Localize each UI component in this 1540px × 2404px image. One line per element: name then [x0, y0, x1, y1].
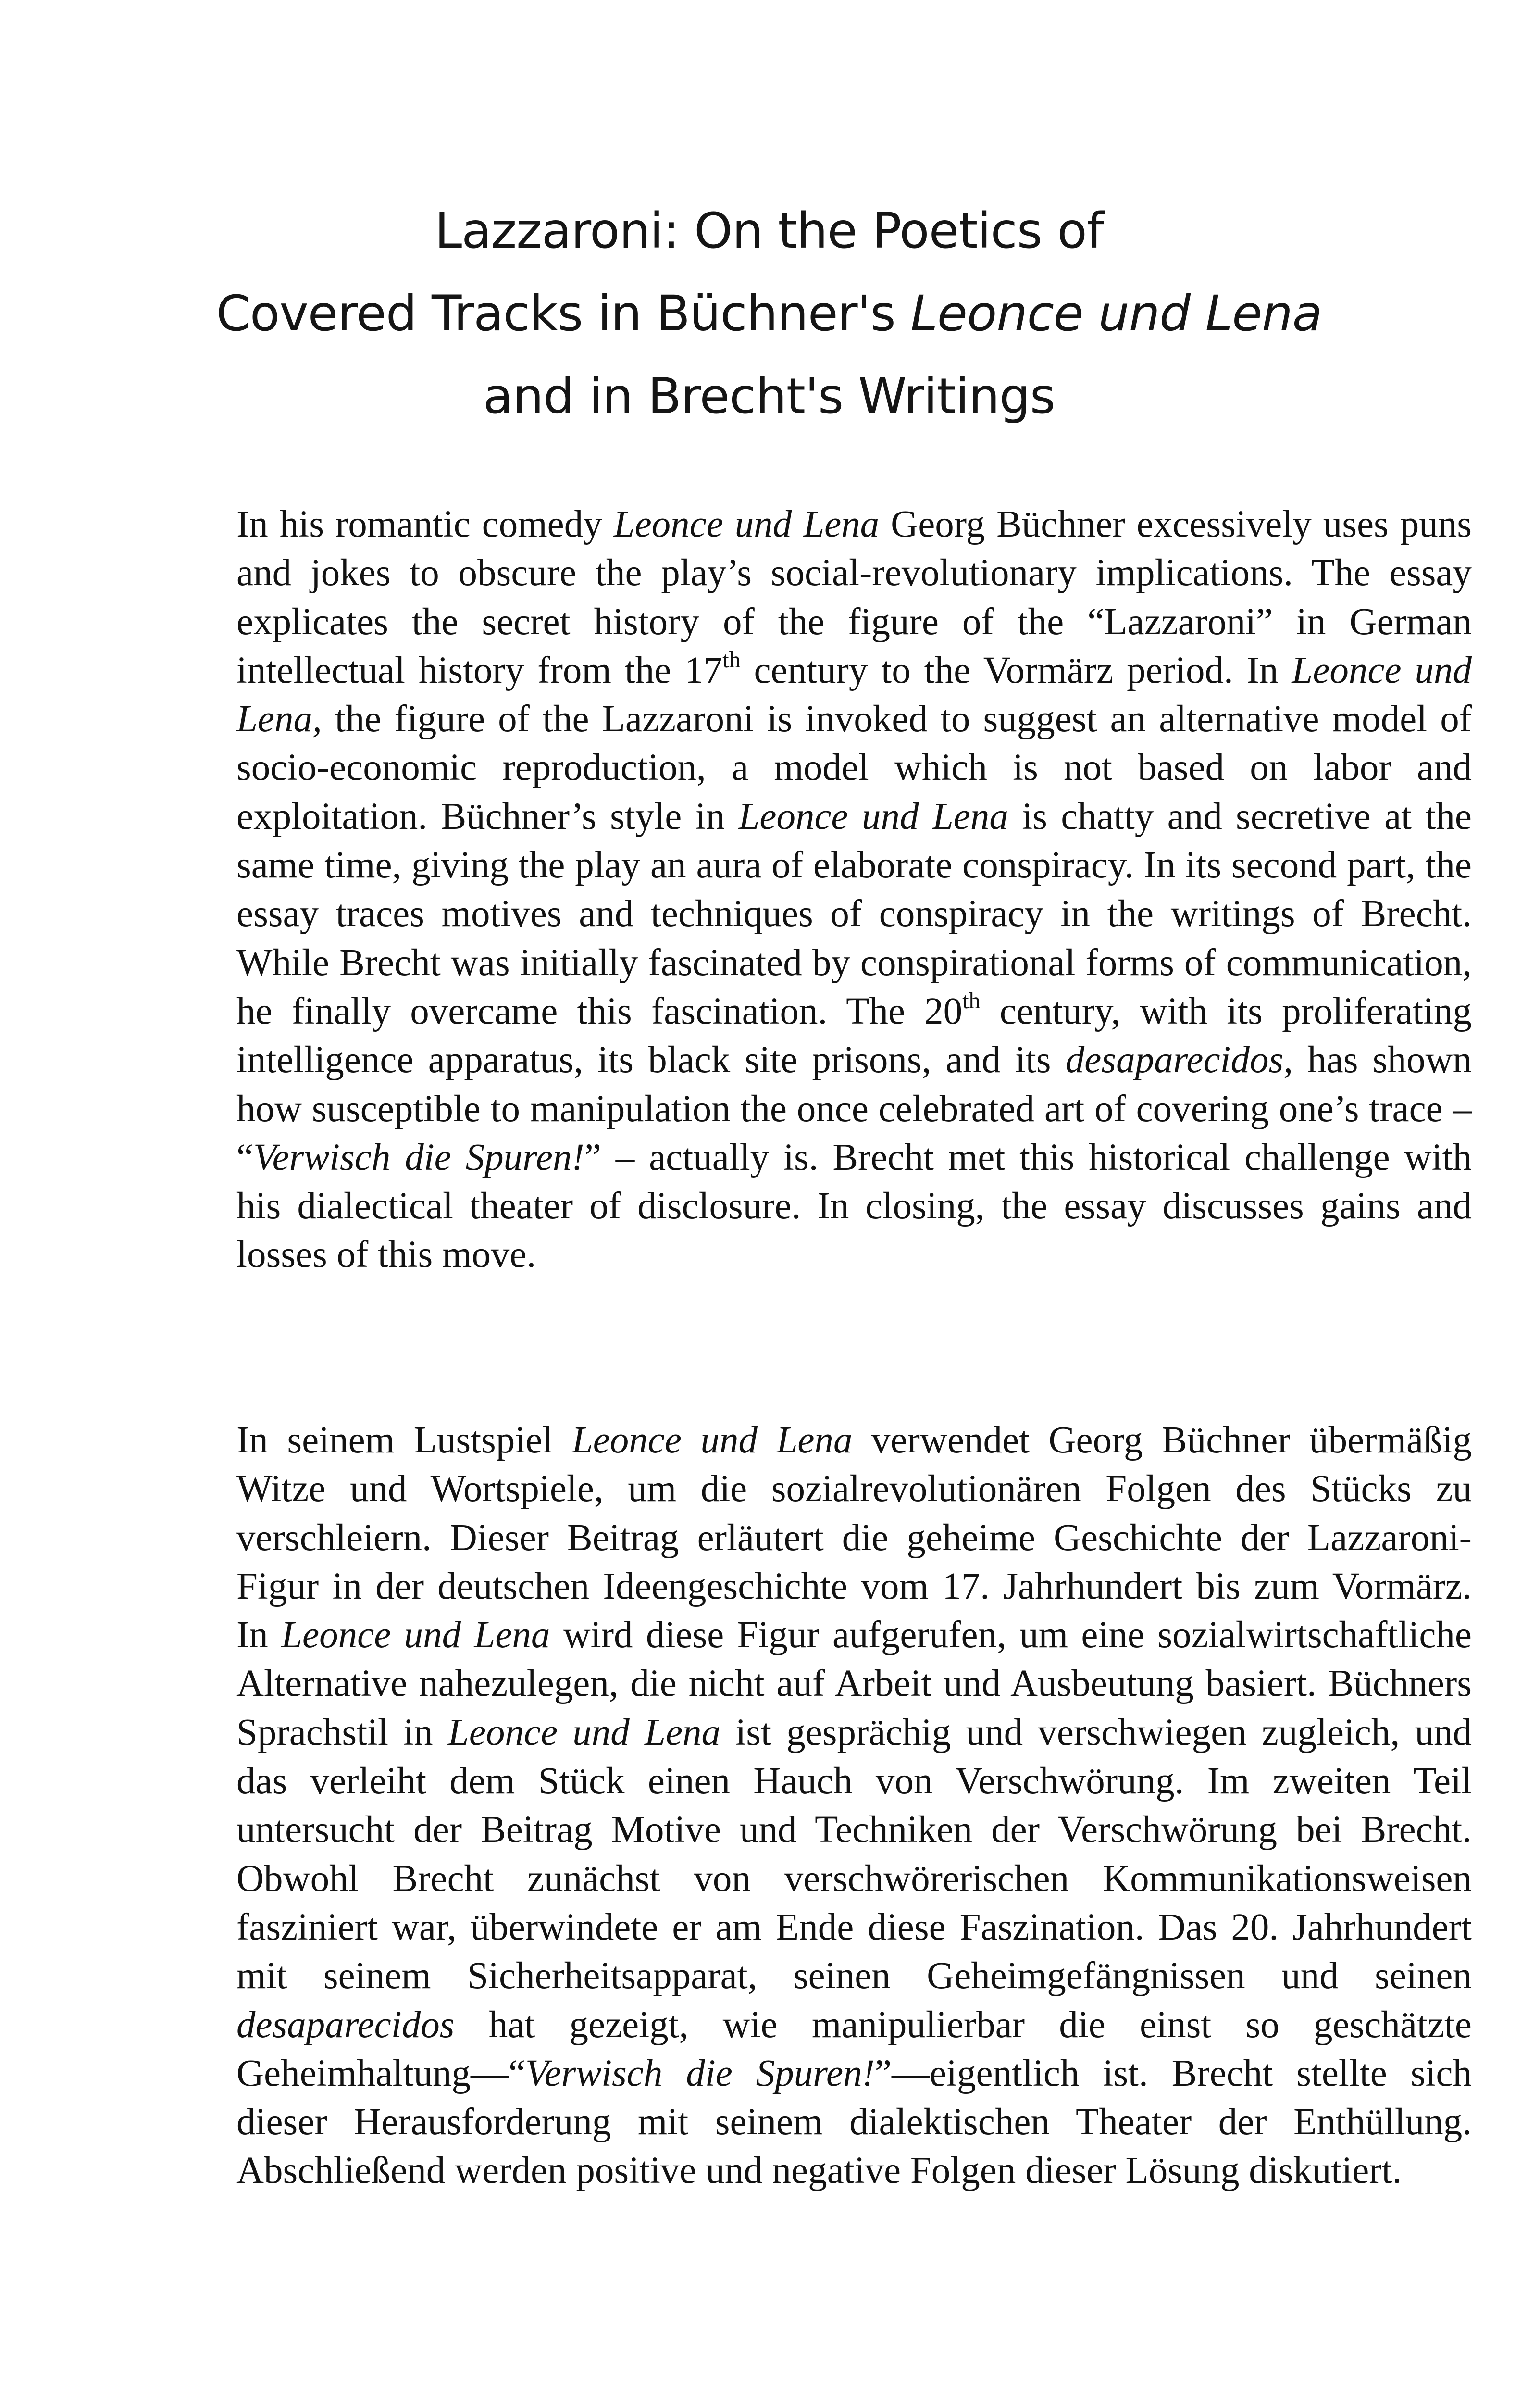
abstract-en-italic: desaparecidos, [1065, 1039, 1293, 1081]
abstract-en-text: Georg Büchner excessively uses puns and jokes to obscure the play’s social-revolutionary implications. The essay explicates the secret history of the figure of the “Lazzaroni” in German intellectual history from the 17 [236, 503, 1472, 691]
title-line-2 [192, 273, 1346, 355]
abstract-de-text: In seinem Lustspiel [236, 1419, 572, 1461]
abstract-de-italic: Leonce und Lena [281, 1614, 550, 1656]
abstract-en-italic: Leonce und Lena, [236, 649, 1472, 740]
title-line-2-text: Covered Tracks in Büchner's [216, 285, 911, 342]
abstract-de-text: ”—eigentlich ist. Brecht stellte sich dieser Herausforderung mit seinem dialektischen Theater der Enthüllung. Abschließend werden positive und negative Folgen dieser Lösung diskutiert. [236, 2052, 1472, 2192]
title-line-1: Lazzaroni: On the Poetics of [435, 202, 1104, 260]
title-play-name: Leonce und Lena [910, 285, 1322, 342]
abstract-de-italic: Verwisch die Spuren! [525, 2052, 875, 2094]
abstract-de-text: verwendet Georg Büchner übermäßig Witze und Wortspiele, um die sozialrevolutionären Folgen des Stücks zu verschleiern. Dieser Beitrag erläutert die geheime Geschichte der Lazzaroni-Figur in der deutschen Ideengeschichte vom 17. Jahrhundert bis zum Vormärz. In [236, 1419, 1472, 1656]
abstract-german [236, 1416, 1472, 2195]
title-line-3: and in Brecht's Writings [483, 368, 1055, 425]
abstract-en-text: is chatty and secretive at the same time, giving the play an aura of elaborate conspiracy. In its second part, the essay traces motives and techniques of conspiracy in the writings of Brecht. While Brecht was initially fascinated by conspirational forms of communication, he finally overcame this fascination. The 20 [236, 795, 1472, 1032]
abstract-de-italic: desaparecidos [236, 2003, 455, 2046]
abstract-en-text: has shown how susceptible to manipulation the once celebrated art of covering one’s trace – “ [236, 1039, 1472, 1178]
ordinal-superscript: th [722, 647, 741, 673]
abstract-de-italic: Leonce und Lena [447, 1711, 721, 1753]
abstract-en-italic: Leonce und Lena [613, 503, 880, 545]
abstract-de-text: wird diese Figur aufgerufen, um eine sozialwirtschaftliche Alternative nahezulegen, die nicht auf Arbeit und Ausbeutung basiert. Büchners Sprachstil in [236, 1614, 1472, 1753]
abstract-de-text: hat gezeigt, wie manipulierbar die einst so geschätzte Geheimhaltung—“ [236, 2003, 1472, 2094]
abstract-de-text: ist gesprächig und verschwiegen zugleich, und das verleiht dem Stück einen Hauch von Verschwörung. Im zweiten Teil untersucht der Beitrag Motive und Techniken der Verschwörung bei Brecht. Obwohl Brecht zunächst von verschwörerischen Kommunikationsweisen fasziniert war, überwindete er am Ende diese Faszination. Das 20. Jahrhundert mit seinem Sicherheitsapparat, seinen Geheimgefängnissen und seinen [236, 1711, 1472, 1997]
article-title [192, 190, 1346, 438]
abstract-english [236, 500, 1472, 1279]
abstract-en-text: ” – actually is. Brecht met this historical challenge with his dialectical theater of disclosure. In closing, the essay discusses gains and losses of this move. [236, 1136, 1472, 1276]
abstract-en-text: In his romantic comedy [236, 503, 614, 545]
abstract-en-italic: Verwisch die Spuren! [253, 1136, 584, 1178]
abstract-en-text: the figure of the Lazzaroni is invoked to suggest an alternative model of socio-economic reproduction, a model which is not based on labor and exploitation. Büchner’s style in [236, 698, 1472, 838]
ordinal-superscript: th [962, 988, 981, 1014]
abstract-en-italic: Leonce und Lena [738, 795, 1008, 838]
abstract-en-text: century to the Vormärz period. In [740, 649, 1292, 691]
abstract-de-italic: Leonce und Lena [571, 1419, 853, 1461]
abstract-en-text: century, with its proliferating intelligence apparatus, its black site prisons, and its [236, 990, 1472, 1081]
